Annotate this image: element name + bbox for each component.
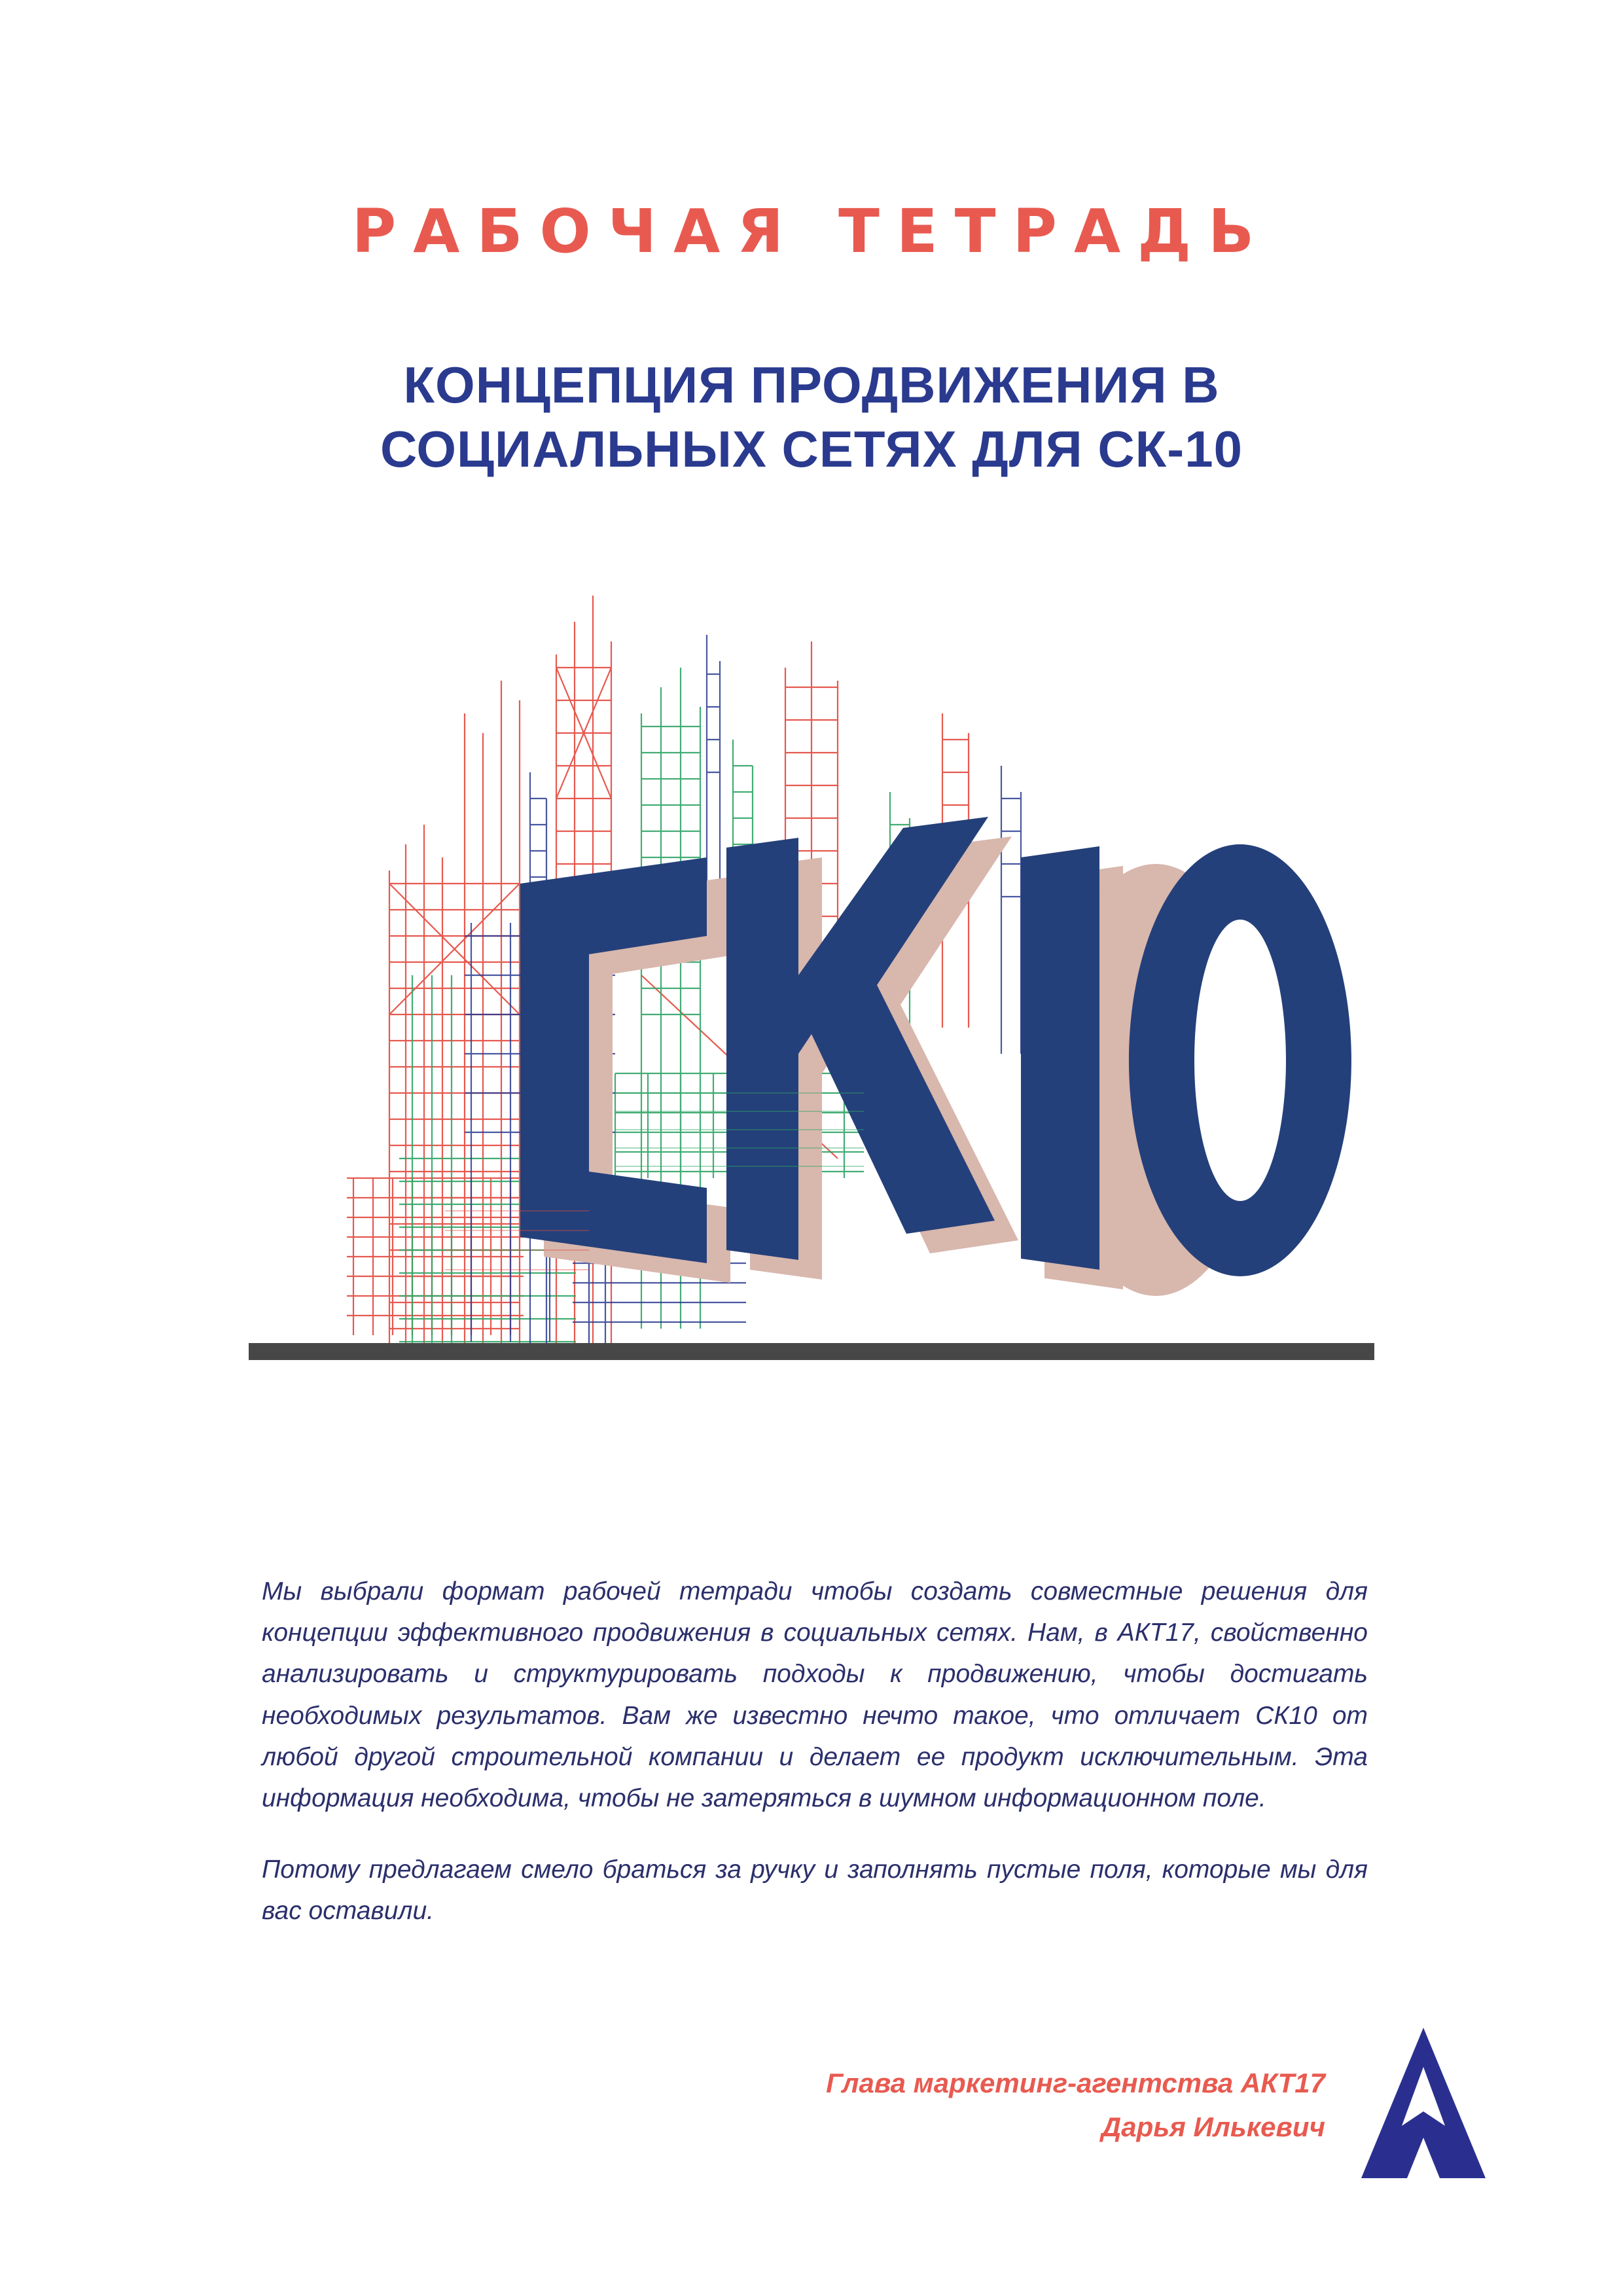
document-kicker: РАБОЧАЯ ТЕТРАДЬ	[351, 196, 1272, 266]
intro-paragraph-2: Потому предлагаем смело браться за ручку и заполнять пустые поля, которые мы для вас оставили.	[262, 1856, 1368, 1926]
signature-role: Глава маркетинг-агентства АКТ17	[826, 2067, 1325, 2098]
akt17-logo	[1361, 2028, 1486, 2178]
page-title-line-1: КОНЦЕПЦИЯ ПРОДВИЖЕНИЯ В	[403, 356, 1220, 414]
intro-paragraph-1: Мы выбрали формат рабочей тетради чтобы создать совместные решения для концепции эффективного продвижения в социальных сетях. Нам, в АКТ17, свойственно анализировать и структурировать подходы к продвижению, чтобы достигать необходимых результатов. Вам же известно нечто такое, что отличает СК10 от любой другой строительной компании и делает ее продукт исключительным. Эта информация необходима, чтобы не затеряться в шумном информационном поле.	[262, 1577, 1368, 1812]
signature-block	[540, 2061, 1325, 2149]
sk10-wireframe-building-illustration	[249, 517, 1374, 1525]
intro-text	[262, 1571, 1368, 1931]
page-title-line-2: СОЦИАЛЬНЫХ СЕТЯХ ДЛЯ СК-10	[380, 420, 1243, 478]
page-title	[321, 353, 1302, 481]
signature-name: Дарья Илькевич	[1101, 2111, 1325, 2142]
